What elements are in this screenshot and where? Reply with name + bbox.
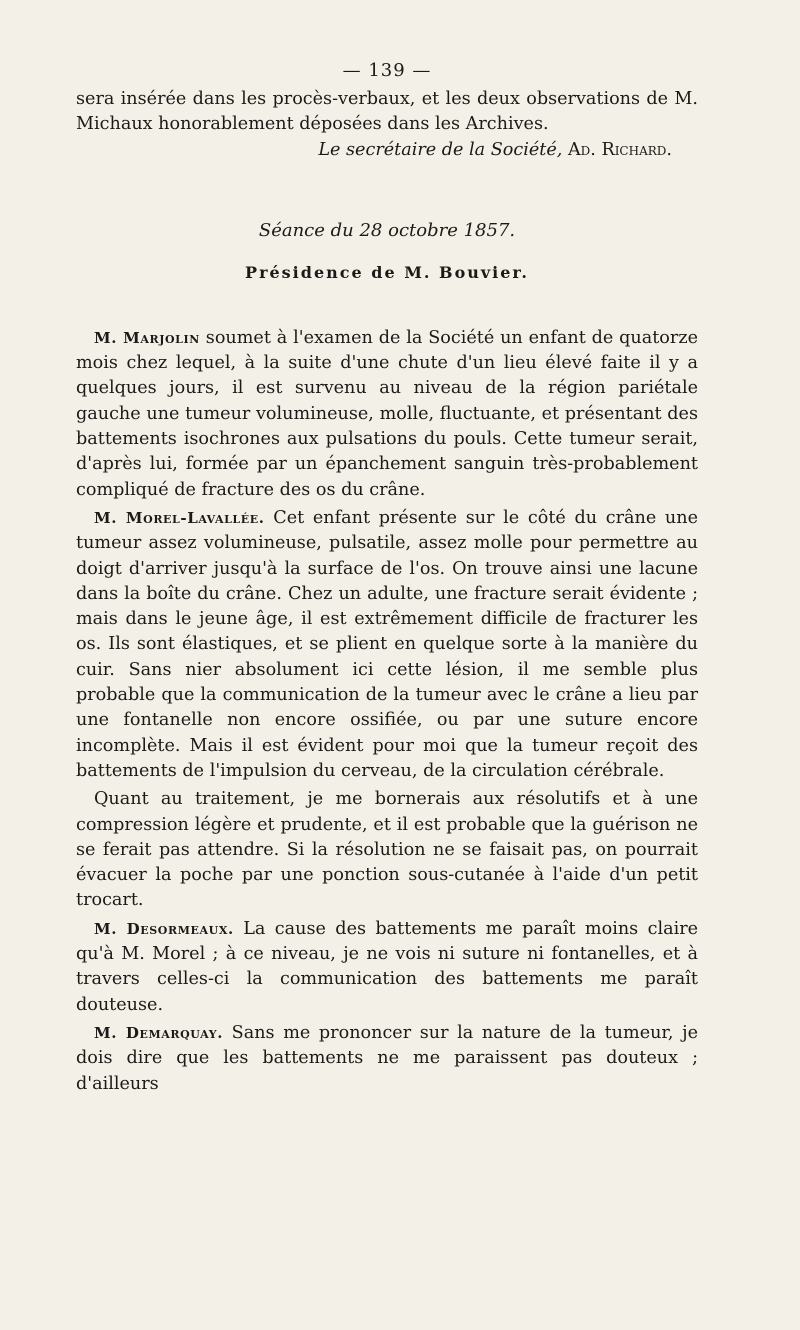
speaker-name: M. Desormeaux. <box>94 919 234 938</box>
paragraph-text: La cause des battements me paraît moins claire qu'à M. Morel ; à ce niveau, je ne vois ni suture ni fontanelles, et à travers celles-ci la communication des battements me paraît douteuse. <box>76 918 699 1015</box>
opening-paragraph: sera insérée dans les procès-verbaux, et les deux observations de M. Michaux honorablement déposées dans les Archives. <box>76 89 698 135</box>
signature-line <box>76 138 698 163</box>
paragraph-text: soumet à l'examen de la Société un enfant de quatorze mois chez lequel, à la suite d'une chute d'un lieu élevé faite il y a quelques jours, il est survenu au niveau de la région pariétale gauche une tumeur volumineuse, molle, fluctuante, et présentant des battements isochrones aux pulsations du pouls. Cette tumeur serait, d'après lui, formée par un épanchement sanguin très-probablement compliqué de fracture des os du crâne. <box>76 327 698 500</box>
document-page <box>76 60 698 1097</box>
session-date: Séance du 28 octobre 1857. <box>258 219 516 241</box>
speaker-name: M. Morel-Lavallée. <box>94 508 265 527</box>
paragraph-morel-lavallee <box>76 506 698 784</box>
paragraph-desormeaux <box>76 917 698 1018</box>
signature-name: Ad. Richard. <box>567 139 672 160</box>
signature-role: Le secrétaire de la Société, <box>318 139 563 160</box>
paragraph-text: Quant au traitement, je me bornerais aux résolutifs et à une compression légère et prudente, et il est probable que la guérison ne se ferait pas attendre. Si la résolution ne se faisait pas, on pourrait évacuer la poche par une ponction sous-cutanée à l'aide d'un petit trocart. <box>76 789 698 911</box>
paragraph-treatment <box>76 787 698 913</box>
paragraph-demarquay <box>76 1021 698 1097</box>
paragraph-text: Cet enfant présente sur le côté du crâne une tumeur assez volumineuse, pulsatile, assez molle pour permettre au doigt d'arriver jusqu'à la surface de l'os. On trouve ainsi une lacune dans la boîte du crâne. Chez un adulte, une fracture serait évidente ; mais dans le jeune âge, il est extrêmement difficile de fracturer les os. Ils sont élastiques, et se plient en quelque sorte à la manière du cuir. Sans nier absolument ici cette lésion, il me semble plus probable que la communication de la tumeur avec le crâne a lieu par une fontanelle non encore ossifiée, ou par une suture encore incomplète. Mais il est évident pour moi que la tumeur reçoit des battements de l'impulsion du cerveau, de la circulation cérébrale. <box>76 507 698 781</box>
speaker-name: M. Demarquay. <box>94 1023 224 1042</box>
paragraph-text: Sans me prononcer sur la nature de la tumeur, je dois dire que les battements ne me paraissent pas douteux ; d'ailleurs <box>76 1022 699 1094</box>
speaker-name: M. Marjolin <box>94 328 200 347</box>
paragraph-marjolin <box>76 326 698 503</box>
page-number: — 139 — <box>342 60 432 81</box>
presidency-heading: Présidence de M. Bouvier. <box>245 262 529 282</box>
